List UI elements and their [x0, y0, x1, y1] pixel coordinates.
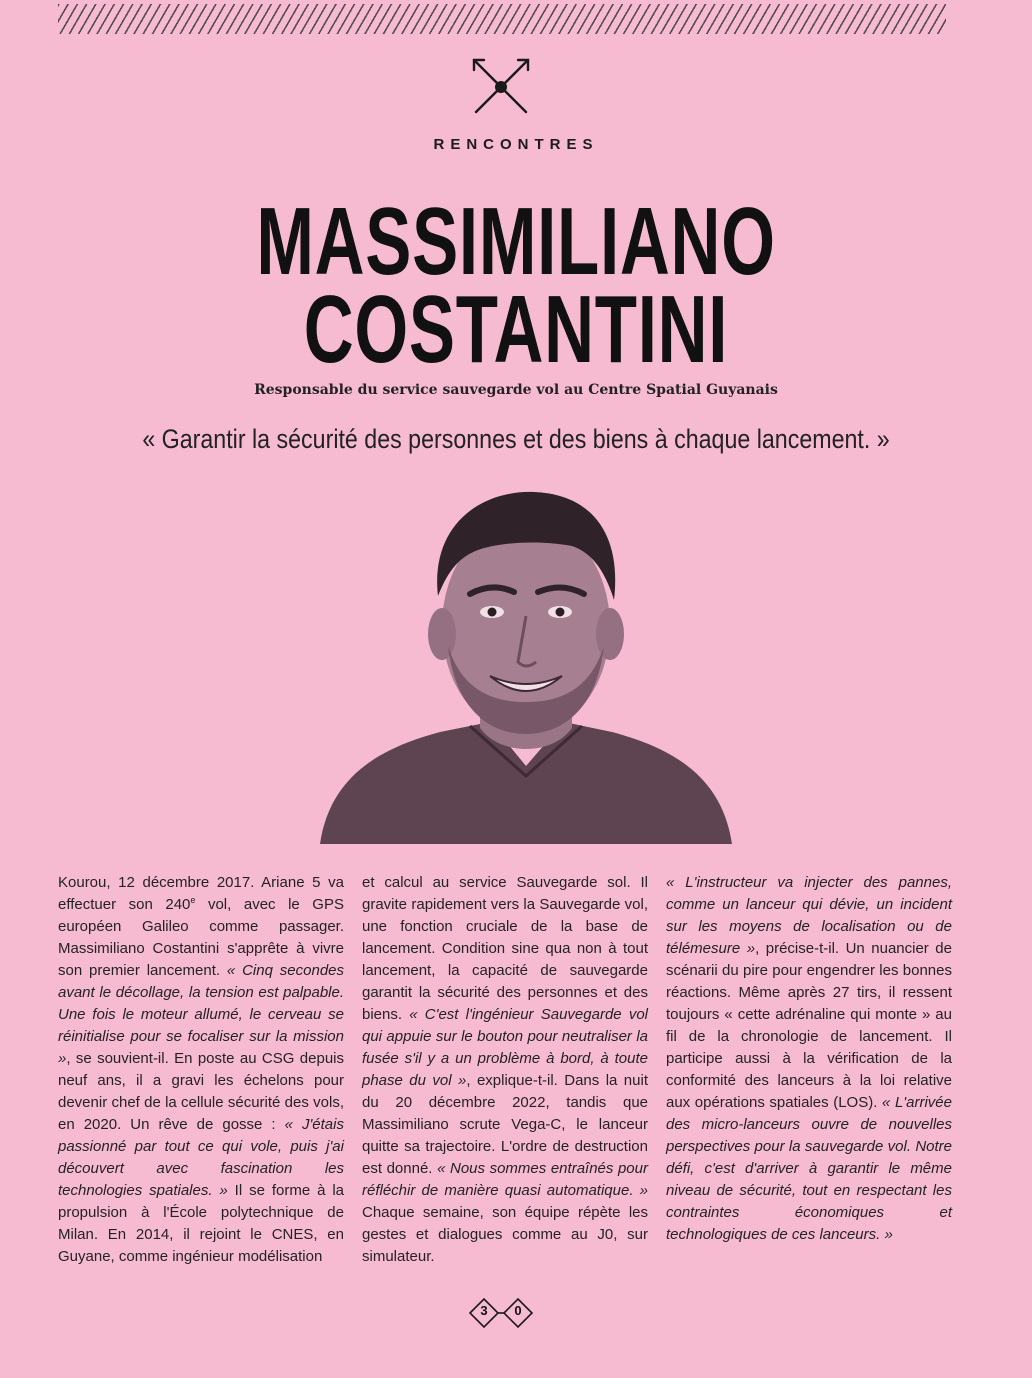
section-label: RENCONTRES: [433, 136, 599, 153]
article-quote-run: « L'arrivée des micro-lanceurs ouvre de nouvelles perspectives pour la sauvegarde vol. Notre défi, c'est d'arriver à garantir le même niveau de sécurité, tout en respectant les contraintes économiques et technologiques de ces lanceurs. »: [666, 1094, 952, 1243]
role-subtitle: Responsable du service sauvegarde vol au Centre Spatial Guyanais: [254, 382, 778, 398]
top-hatch-border: [58, 4, 946, 34]
page-number-digit-1: 3: [480, 1303, 488, 1318]
article-text-run: Il se forme à la propulsion à l'École polytechnique de Milan. En 2014, il rejoint le CNES, en Guyane, comme ingénieur modélisation: [58, 1182, 344, 1265]
article-quote-run: « J'étais passionné par tout ce qui vole, puis j'ai découvert avec fascination les technologies spatiales. »: [58, 1116, 344, 1199]
article-column-1: [58, 872, 344, 1268]
article-quote-run: « L'instructeur va injecter des pannes, comme un lanceur qui dévie, un incident sur les moyens de localisation ou de télémesure »: [666, 874, 952, 957]
name-last: COSTANTINI: [303, 276, 729, 383]
article-text-run: et calcul au service Sauvegarde sol. Il gravite rapidement vers la Sauvegarde vol, une fonction cruciale de la base de lancement. Condition sine qua non à tout lancement, la capacité de sauvegarde garantit la sécurité des personnes et des biens.: [362, 874, 648, 1023]
article-text-run: Kourou, 12 décembre 2017. Ariane 5 va effectuer son 240: [58, 874, 344, 913]
article-text-run: , précise-t-il. Un nuancier de scénarii du pire pour engendrer les bonnes réactions. Même après 27 tirs, il ressent toujours « cette adrénaline qui monte » au fil de la chronologie de lancement. Il participe aussi à la vérification de la conformité des lanceurs à la loi relative aux opérations spatiales (LOS).: [666, 940, 952, 1111]
article-quote-run: « C'est l'ingénieur Sauvegarde vol qui appuie sur le bouton pour neutraliser la fusée s'il y a un problème à bord, à toute phase du vol »: [362, 1006, 648, 1089]
name-first: MASSIMILIANO: [256, 188, 776, 295]
article-text-run: , se souvient-il. En poste au CSG depuis neuf ans, il a gravi les échelons pour devenir chef de la cellule sécurité des vols, en 2020. Un rêve de gosse :: [58, 1050, 344, 1133]
article-text-run: e: [190, 895, 196, 905]
crossed-arrows-icon: [470, 56, 532, 118]
article-text-run: Chaque semaine, son équipe répète les gestes et dialogues comme au J0, sur simulateur.: [362, 1204, 648, 1265]
page-number-digit-2: 0: [514, 1303, 522, 1318]
portrait-illustration: [320, 476, 732, 844]
article-text-run: vol, avec le GPS européen Galileo comme passager. Massimiliano Costantini s'apprête à vivre son premier lancement.: [58, 896, 344, 979]
article-column-3: [666, 872, 952, 1246]
article-column-2: [362, 872, 648, 1268]
article-quote-run: « Cinq secondes avant le décollage, la tension est palpable. Une fois le moteur allumé, le cerveau se réinitialise pour se focaliser sur la mission »: [58, 962, 344, 1067]
article-text-run: , explique-t-il. Dans la nuit du 20 décembre 2022, tandis que Massimiliano scrute Vega-C, le lanceur quitte sa trajectoire. L'ordre de destruction est donné.: [362, 1072, 648, 1177]
article-quote-run: « Nous sommes entraînés pour réfléchir de manière quasi automatique. »: [362, 1160, 648, 1199]
pull-quote: « Garantir la sécurité des personnes et des biens à chaque lancement. »: [142, 424, 890, 454]
